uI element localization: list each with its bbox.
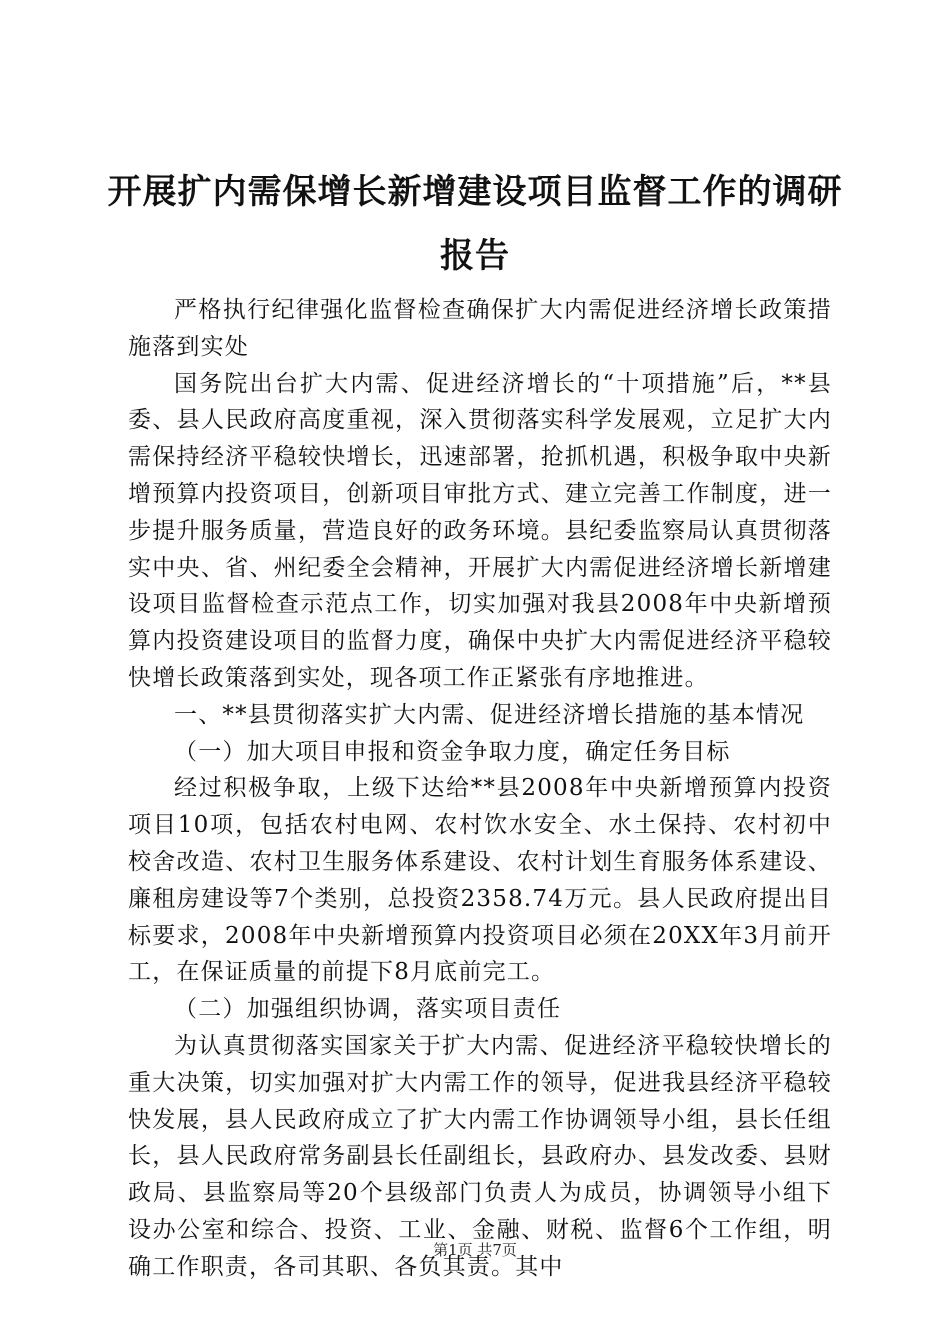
subsection-heading-1: （一）加大项目申报和资金争取力度，确定任务目标 bbox=[174, 738, 731, 765]
document-title: 开展扩内需保增长新增建设项目监督工作的调研报告 bbox=[107, 172, 843, 276]
body-paragraph-1: 经过积极争取，上级下达给**县2008年中央新增预算内投资项目10项，包括农村电网、农村饮水安全、水土保持、农村初中校舍改造、农村卫生服务体系建设、农村计划生育服务体系建设、廉租房建设等7个类别，总投资2358.74万元。县人民政府提出目标要求，2008年中央新增预算内投资项目必须在20XX年3月前开工，在保证质量的前提下8月底前完工。 bbox=[128, 775, 832, 986]
subtitle-paragraph: 严格执行纪律强化监督检查确保扩大内需促进经济增长政策措施落到实处 bbox=[128, 297, 832, 360]
page-number-footer: 第1页 共7页 bbox=[433, 1241, 517, 1259]
section-heading-1: 一、**县贯彻落实扩大内需、促进经济增长措施的基本情况 bbox=[174, 701, 805, 728]
body-paragraph-2: 为认真贯彻落实国家关于扩大内需、促进经济平稳较快增长的重大决策，切实加强对扩大内需工作的领导，促进我县经济平稳较快发展，县人民政府成立了扩大内需工作协调领导小组，县长任组长，县人民政府常务副县长任副组长，县政府办、县发改委、县财政局、县监察局等20个县级部门负责人为成员，协调领导小组下设办公室和综合、投资、工业、金融、财税、监督6个工作组，明确工作职责，各司其职、各负其责。其中 bbox=[128, 1032, 832, 1280]
subsection-heading-2: （二）加强组织协调，落实项目责任 bbox=[174, 996, 562, 1023]
document-body bbox=[128, 292, 832, 1286]
intro-paragraph: 国务院出台扩大内需、促进经济增长的“十项措施”后，**县委、县人民政府高度重视，深入贯彻落实科学发展观，立足扩大内需保持经济平稳较快增长，迅速部署，抢抓机遇，积极争取中央新增预算内投资项目，创新项目审批方式、建立完善工作制度，进一步提升服务质量，营造良好的政务环境。县纪委监察局认真贯彻落实中央、省、州纪委全会精神，开展扩大内需促进经济增长新增建设项目监督检查示范点工作，切实加强对我县2008年中央新增预算内投资建设项目的监督力度，确保中央扩大内需促进经济平稳较快增长政策落到实处，现各项工作正紧张有序地推进。 bbox=[128, 370, 832, 691]
